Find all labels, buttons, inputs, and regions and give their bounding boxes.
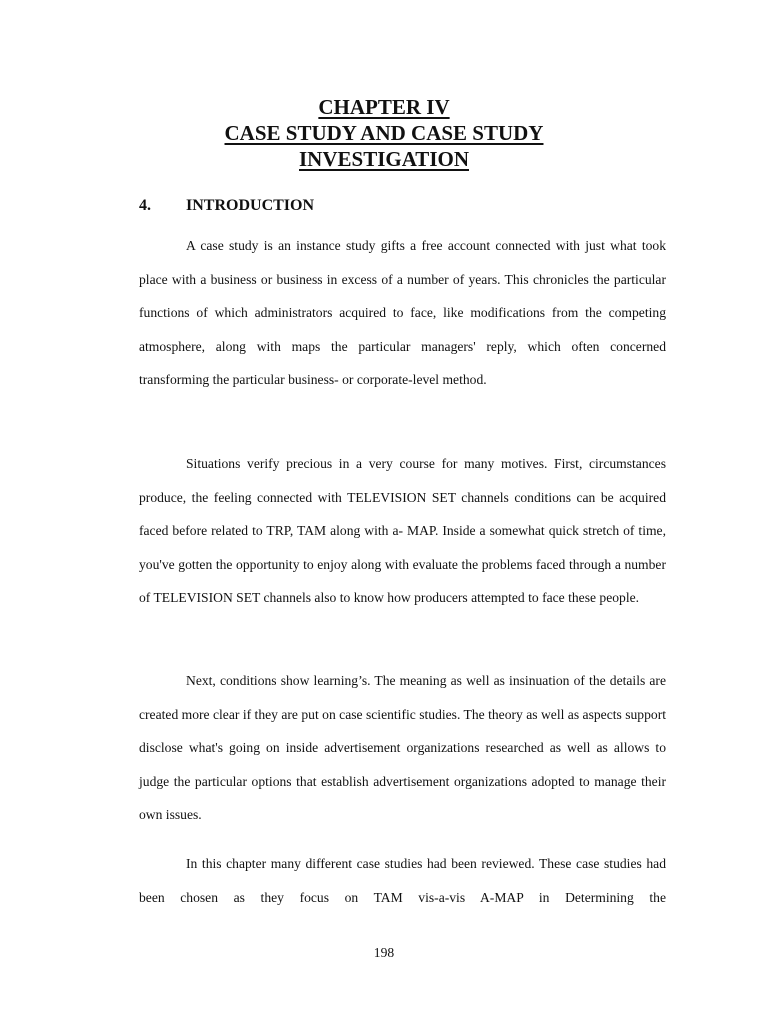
section-heading xyxy=(139,196,314,216)
paragraph-text: A case study is an instance study gifts a free account connected with just what took place with a business or business in excess of a number of years. This chronicles the particular functions of which administrators acquired to face, like modifications from the competing atmosphere, along with maps the particular managers' reply, which often concerned transforming the particular business- or corporate-level method. xyxy=(139,238,666,388)
section-number: 4. xyxy=(139,197,151,214)
page-number: 198 xyxy=(373,945,395,960)
chapter-title-line-1: CASE STUDY AND CASE STUDY xyxy=(224,121,544,145)
paragraph-4 xyxy=(139,847,666,914)
paragraph-2 xyxy=(139,447,666,615)
paragraph-text: Situations verify precious in a very course for many motives. First, circumstances produce, the feeling connected with TELEVISION SET channels conditions can be acquired faced before related to TRP, TAM along with a- MAP. Inside a somewhat quick stretch of time, you've gotten the opportunity to enjoy along with evaluate the problems faced through a number of TELEVISION SET channels also to know how producers attempted to face these people. xyxy=(139,456,666,606)
paragraph-text: Next, conditions show learning’s. The meaning as well as insinuation of the details are created more clear if they are put on case scientific studies. The theory as well as aspects support disclose what's going on inside advertisement organizations researched as well as allows to judge the particular options that establish advertisement organizations adopted to manage their own issues. xyxy=(139,673,666,823)
paragraph-3 xyxy=(139,664,666,832)
chapter-number: CHAPTER IV xyxy=(318,95,450,119)
section-title: INTRODUCTION xyxy=(186,197,315,214)
chapter-title-line-2: INVESTIGATION xyxy=(299,147,469,171)
paragraph-1 xyxy=(139,229,666,397)
paragraph-text: In this chapter many different case studies had been reviewed. These case studies had been chosen as they focus on TAM vis-a-vis A-MAP in Determining the xyxy=(139,856,666,905)
chapter-title xyxy=(0,94,768,172)
